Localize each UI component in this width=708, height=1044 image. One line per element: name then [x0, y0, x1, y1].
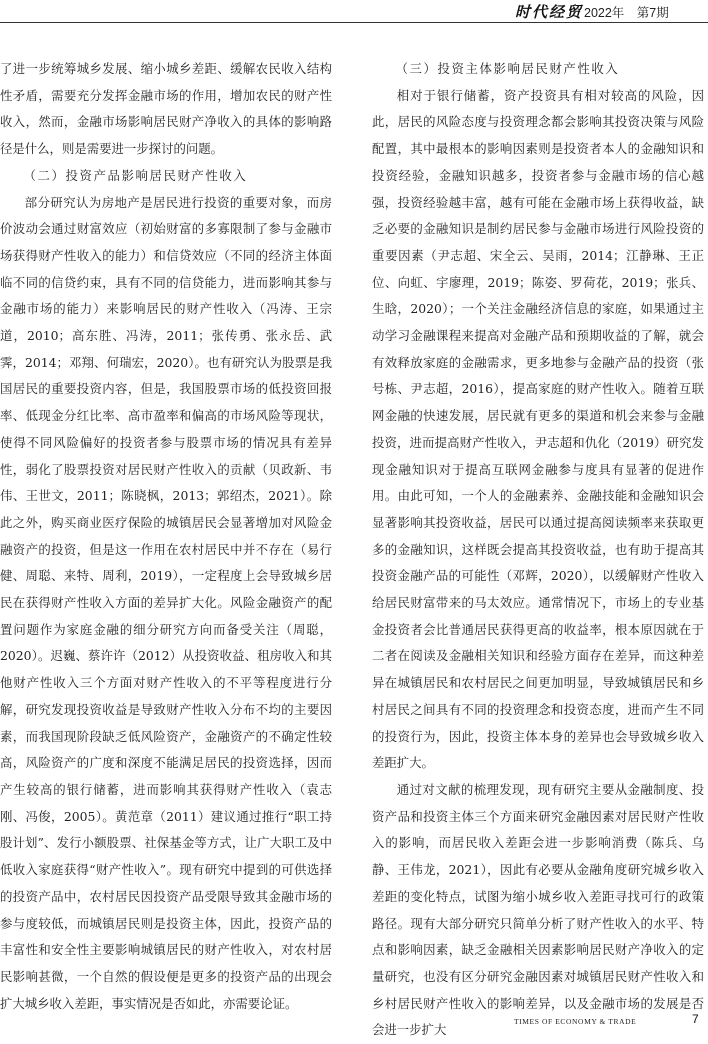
- right-column: [372, 56, 704, 1044]
- section-heading-investment-subjects: （三）投资主体影响居民财产性收入: [395, 61, 620, 76]
- paragraph-continued: 了进一步统筹城乡发展、缩小城乡差距、缓解农民收入结构性矛盾，需要充分发挥金融市场的作用，增加农民的财产性收入，然而，金融市场影响居民财产净收入的具体的影响路径是什么，则是需要进一步探讨的问题。: [0, 61, 332, 157]
- paragraph: 通过对文献的梳理发现，现有研究主要从金融制度、投资产品和投资主体三个方面来研究金融因素对居民财产性收入的影响，而居民收入差距会进一步影响消费（陈兵、乌静、王伟龙，2021），因此有必要从金融角度研究城乡收入差距的变化特点，试图为缩小城乡收入差距寻找可行的政策路径。现有大部分研究只简单分析了财产性收入的水平、特点和影响因素，缺乏金融相关因素影响居民财产净收入的定量研究，也没有区分研究金融因素对城镇居民财产性收入和乡村居民财产性收入的影响差异，以及金融市场的发展是否会进一步扩大: [372, 781, 704, 1038]
- journal-name: TIMES OF ECONOMY & TRADE: [514, 1017, 637, 1026]
- paragraph: 相对于银行储蓄，资产投资具有相对较高的风险，因此，居民的风险态度与投资理念都会影响其投资决策与风险配置，其中最根本的影响因素则是投资者本人的金融知识和投资经验，金融知识越多，投资者参与金融市场的信心越强，投资经验越丰富，越有可能在金融市场上获得收益，缺乏必要的金融知识是制约居民参与金融市场进行风险投资的重要因素（尹志超、宋全云、吴雨，2014；江静琳、王正位、向虹、宇廖理，2019；陈姿、罗荷花，2019；张兵、生晗，2020）；一个关注金融经济信息的家庭，如果通过主动学习金融课程来提高对金融产品和预期收益的了解，就会有效释放家庭的金融需求，更多地参与金融产品的投资（张号栋、尹志超，2016），提高家庭的财产性收入。随着互联网金融的快速发展，居民就有更多的渠道和机会来参与金融投资，进而提高财产性收入，尹志超和仇化（2019）研究发现金融知识对于提高互联网金融参与度具有显著的促进作用。由此可知，一个人的金融素养、金融技能和金融知识会显著影响其投资收益，居民可以通过提高阅读频率来获取更多的金融知识，这样既会提高其投资收益，也有助于提高其投资金融产品的可能性（邓辉，2020），以缓解财产性收入给居民财富带来的马太效应。通常情况下，市场上的专业基金投资者会比普通居民获得更高的收益率，根本原因就在于二者在阅读及金融相关知识和经验方面存在差异，而这种差异在城镇居民和农村居民之间更加明显，导致城镇居民和乡村居民之间具有不同的投资理念和投资态度，进而产生不同的投资行为，因此，投资主体本身的差异也会导致城乡收入差距扩大。: [372, 87, 704, 771]
- issue-label: 2022年 第7期: [584, 6, 669, 20]
- header-rule: [0, 22, 708, 23]
- page-header: [0, 0, 708, 28]
- left-column: [0, 56, 332, 1017]
- paragraph: 部分研究认为房地产是居民进行投资的重要对象，而房价波动会通过财富效应（初始财富的多寡限制了参与金融市场获得财产性收入的能力）和信贷效应（不同的经济主体面临不同的信贷约束，具有不同的信贷能力，进而影响其参与金融市场的能力）来影响居民的财产性收入（冯涛、王宗道，2010；高东胜、冯涛，2011；张传勇、张永岳、武霁，2014；邓翔、何瑞宏，2020）。也有研究认为股票是我国居民的重要投资内容，但是，我国股票市场的低投资回报率、低现金分红比率、高市盈率和偏高的市场风险等现状，使得不同风险偏好的投资者参与股票市场的情况具有差异性，弱化了股票投资对居民财产性收入的贡献（贝政新、韦伟、王世文，2011；陈晓枫，2013；郭绍杰，2021）。除此之外，购买商业医疗保险的城镇居民会显著增加对风险金融资产的投资，但是这一作用在农村居民中并不存在（易行健、周聪、来特、周利，2019），一定程度上会导致城乡居民在获得财产性收入方面的差异扩大化。风险金融资产的配置问题作为家庭金融的细分研究方向而备受关注（周聪，2020）。迟巍、蔡许许（2012）从投资收益、租房收入和其他财产性收入三个方面对财产性收入的不平等程度进行分解，研究发现投资收益是导致财产性收入分布不均的主要因素，而我国现阶段缺乏低风险资产，金融资产的不确定性较高，风险资产的广度和深度不能满足居民的投资选择，因而产生较高的银行储蓄，进而影响其获得财产性收入（袁志刚、冯俊，2005）。黄范章（2011）建议通过推行“职工持股计划”、发行小额股票、社保基金等方式，让广大职工及中低收入家庭获得“财产性收入”。现有研究中提到的可供选择的投资产品中，农村居民因投资产品受限导致其金融市场的参与度较低，而城镇居民则是投资主体，因此，投资产品的丰富性和安全性主要影响城镇居民的财产性收入，对农村居民影响甚微，一个自然的假设便是更多的投资产品的出现会扩大城乡收入差距，事实情况是否如此，亦需要论证。: [0, 194, 332, 1011]
- journal-brand-logo: 时代经贸: [515, 3, 584, 21]
- page-footer: [0, 1005, 708, 1035]
- section-heading-investment-products: （二）投资产品影响居民财产性收入: [23, 167, 248, 183]
- page-number: 7: [692, 1012, 699, 1026]
